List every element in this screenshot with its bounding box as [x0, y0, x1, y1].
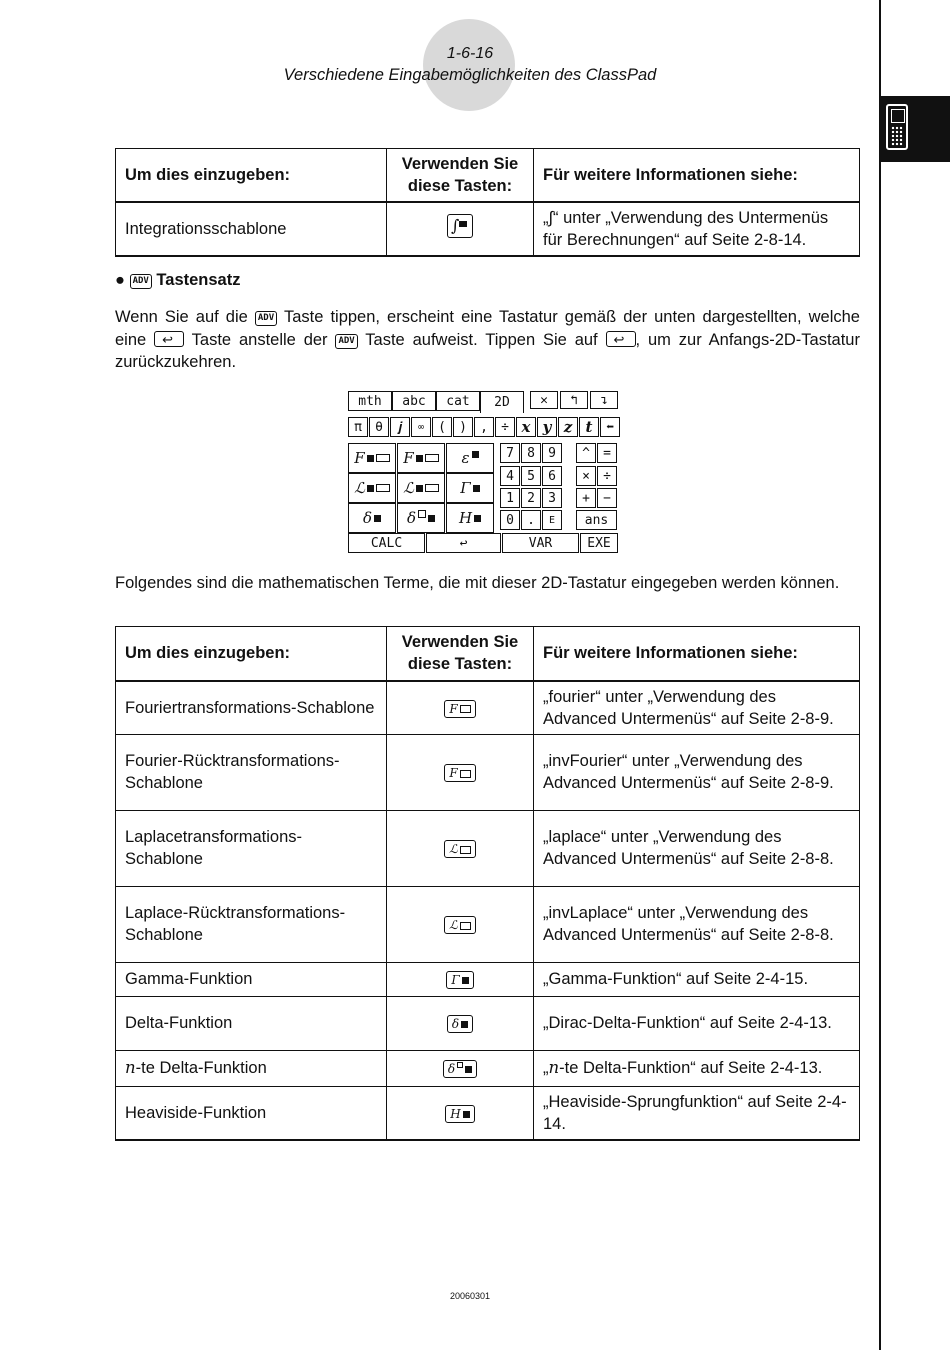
footer-code: 20060301 [449, 1291, 491, 1301]
back-icon[interactable]: ↩ [426, 533, 501, 553]
key-divide-2[interactable]: ÷ [597, 466, 617, 486]
row-info: „invLaplace“ unter „Verwendung des Advanced Untermenüs“ auf Seite 2-8-8. [534, 886, 860, 962]
exe-button[interactable]: EXE [580, 533, 618, 553]
section-heading [115, 271, 240, 290]
key-minus[interactable]: − [597, 488, 617, 508]
table-row [116, 734, 860, 810]
key-delta[interactable] [348, 503, 396, 533]
key-7[interactable]: 7 [500, 443, 520, 463]
key-nth-delta[interactable] [397, 503, 445, 533]
key-label: δ [406, 509, 417, 527]
col-header-input: Um dies einzugeben: [116, 627, 387, 681]
tab-mth[interactable]: mth [348, 391, 392, 411]
row-item: Integrationsschablone [116, 202, 387, 256]
para-text: Taste anstelle der [191, 330, 328, 349]
heaviside-key-icon: H [445, 1105, 474, 1123]
key-heaviside[interactable] [446, 503, 494, 533]
row-item: Fouriertransformations-Schablone [116, 681, 387, 735]
table-row [116, 1086, 860, 1140]
key-fourier[interactable] [348, 443, 396, 473]
intro-paragraph: Folgendes sind die mathematischen Terme, die mit dieser 2D-Tastatur eingegeben werden können. [115, 574, 840, 592]
key-plus[interactable]: + [576, 488, 596, 508]
integration-table [115, 148, 860, 257]
key-theta[interactable]: θ [369, 417, 389, 437]
key-label: Γ [460, 479, 471, 497]
row-item: Heaviside-Funktion [116, 1086, 387, 1140]
row-info: „n-te Delta-Funktion“ auf Seite 2-4-13. [534, 1050, 860, 1086]
nth-delta-key-icon: δ [443, 1060, 477, 1078]
laplace-key-icon: ℒ [444, 840, 476, 858]
table-row [116, 996, 860, 1050]
col-header-info: Für weitere Informationen siehe: [534, 149, 860, 203]
key-exp-e[interactable]: E [542, 510, 562, 530]
arrow-down-icon[interactable]: ↴ [590, 391, 618, 409]
key-multiply[interactable]: × [576, 466, 596, 486]
para-text: Taste tippen, erscheint eine Tastatur gemäß der unten dargestellten, welche eine [115, 308, 860, 349]
adv-key-icon: ADV [335, 334, 357, 349]
key-power[interactable]: ^ [576, 443, 596, 463]
var-button[interactable]: VAR [502, 533, 579, 553]
para-text: , um zur Anfangs-2D-Tastatur zurückzukehren. [115, 330, 860, 371]
key-y[interactable]: y [537, 417, 557, 437]
inv-fourier-key-icon: F [444, 764, 475, 782]
key-gamma[interactable] [446, 473, 494, 503]
table-row [116, 962, 860, 996]
key-open-paren[interactable]: ( [432, 417, 452, 437]
key-1[interactable]: 1 [500, 488, 520, 508]
back-key-icon [606, 331, 636, 347]
key-6[interactable]: 6 [542, 466, 562, 486]
key-label: δ [362, 509, 373, 527]
key-z[interactable]: z [558, 417, 578, 437]
col-header-info: Für weitere Informationen siehe: [534, 627, 860, 681]
template-table [115, 626, 860, 1141]
col-header-keys: Verwenden Sie diese Tasten: [387, 149, 534, 203]
key-ans[interactable]: ans [576, 510, 617, 530]
arrow-up-icon[interactable]: ↰ [560, 391, 588, 409]
row-item: Laplace-Rücktransformations-Schablone [116, 886, 387, 962]
row-info: „∫“ unter „Verwendung des Untermenüs für Berechnungen“ auf Seite 2-8-14. [534, 202, 860, 256]
key-2[interactable]: 2 [521, 488, 541, 508]
key-label: F [403, 449, 414, 467]
tab-cat[interactable]: cat [436, 391, 480, 411]
para-text: Taste aufweist. Tippen Sie auf [365, 330, 598, 349]
key-3[interactable]: 3 [542, 488, 562, 508]
key-label: H [458, 509, 473, 527]
key-label: ℒ [354, 479, 365, 497]
key-equals[interactable]: = [597, 443, 617, 463]
table-row [116, 681, 860, 735]
row-item: n-te Delta-Funktion [116, 1050, 387, 1086]
key-j[interactable]: 𝒋 [390, 417, 410, 437]
table-row [116, 886, 860, 962]
adv-key-icon: ADV [255, 311, 277, 326]
row-item: Fourier-Rücktransformations-Schablone [116, 734, 387, 810]
integration-template-key-icon [447, 214, 473, 238]
row-info: „fourier“ unter „Verwendung des Advanced Untermenüs“ auf Seite 2-8-9. [534, 681, 860, 735]
key-inv-laplace[interactable] [397, 473, 445, 503]
tab-2d[interactable]: 2D [480, 391, 524, 413]
key-comma[interactable]: , [474, 417, 494, 437]
row-info: „invFourier“ unter „Verwendung des Advanced Untermenüs“ auf Seite 2-8-9. [534, 734, 860, 810]
row-info: „Gamma-Funktion“ auf Seite 2-4-15. [534, 962, 860, 996]
row-info: „Dirac-Delta-Funktion“ auf Seite 2-4-13. [534, 996, 860, 1050]
key-8[interactable]: 8 [521, 443, 541, 463]
table-row [116, 202, 860, 256]
key-label: ℒ [403, 479, 414, 497]
inv-laplace-key-icon: ℒ [444, 916, 476, 934]
para-text: Wenn Sie auf die [115, 308, 248, 326]
key-9[interactable]: 9 [542, 443, 562, 463]
key-label: F [354, 449, 365, 467]
key-close-paren[interactable]: ) [453, 417, 473, 437]
key-infinity[interactable]: ∞ [411, 417, 431, 437]
page-title: Verschiedene Eingabemöglichkeiten des ClassPad [283, 66, 657, 84]
key-laplace[interactable] [348, 473, 396, 503]
key-5[interactable]: 5 [521, 466, 541, 486]
bullet-icon: ● [115, 271, 125, 289]
gamma-key-icon: Γ [446, 971, 473, 989]
key-inv-fourier[interactable] [397, 443, 445, 473]
key-t[interactable]: t [579, 417, 599, 437]
back-key-icon [154, 331, 184, 347]
page-edge-line [879, 0, 881, 1350]
table-row [116, 810, 860, 886]
table-row [116, 1050, 860, 1086]
col-header-keys: Verwenden Sie diese Tasten: [387, 627, 534, 681]
heading-text: Tastensatz [156, 271, 241, 289]
row-item: Gamma-Funktion [116, 962, 387, 996]
row-info: „Heaviside-Sprungfunktion“ auf Seite 2-4-14. [534, 1086, 860, 1140]
key-pi[interactable]: π [348, 417, 368, 437]
key-divide[interactable]: ÷ [495, 417, 515, 437]
key-exp[interactable] [446, 443, 494, 473]
delta-key-icon: δ [447, 1015, 473, 1033]
key-x[interactable]: x [516, 417, 536, 437]
calc-button[interactable]: CALC [348, 533, 425, 553]
key-dot[interactable]: . [521, 510, 541, 530]
row-item: Delta-Funktion [116, 996, 387, 1050]
tab-abc[interactable]: abc [392, 391, 436, 411]
key-label: ε [461, 449, 470, 467]
col-header-input: Um dies einzugeben: [116, 149, 387, 203]
close-icon[interactable]: ✕ [530, 391, 558, 409]
fourier-key-icon: F [444, 700, 475, 718]
page-number-circle [423, 19, 515, 111]
key-4[interactable]: 4 [500, 466, 520, 486]
calculator-icon [886, 104, 908, 150]
row-item: Laplacetransformations-Schablone [116, 810, 387, 886]
adv-paragraph [115, 306, 860, 374]
2d-keyboard [348, 391, 620, 555]
key-0[interactable]: 0 [500, 510, 520, 530]
row-info: „laplace“ unter „Verwendung des Advanced Untermenüs“ auf Seite 2-8-8. [534, 810, 860, 886]
page-number: 1-6-16 [446, 45, 494, 62]
backspace-icon[interactable]: ⬅ [600, 417, 620, 437]
adv-key-icon: ADV [130, 274, 152, 289]
